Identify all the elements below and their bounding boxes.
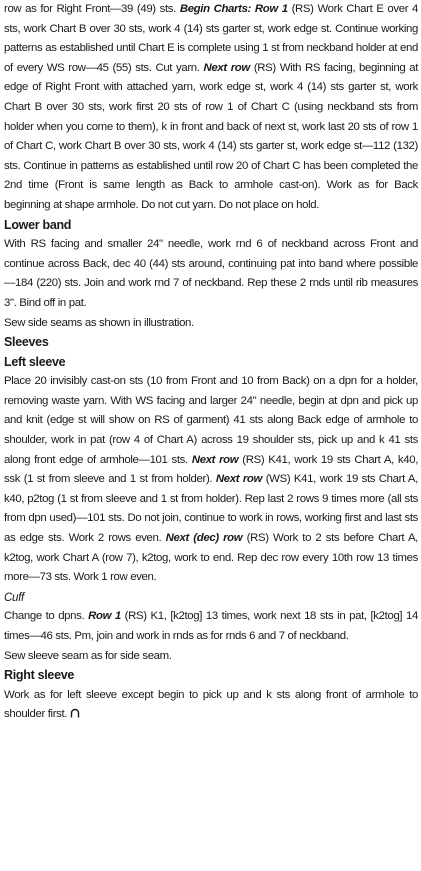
instruction-text: With RS facing and smaller 24" needle, work rnd 6 of neckband across Front and continue across Back, dec 40 (44) sts around, continuing pat into band where possible—184 (220) sts. Join and work rnd 7 of neckband. Rep these 2 rnds until rib measures 3". Bind off in pat.	[4, 238, 418, 309]
left-sleeve-heading: Left sleeve	[4, 354, 66, 369]
instruction-label: Next (dec) row	[165, 532, 243, 545]
instruction-text: Change to dpns.	[4, 610, 89, 623]
pattern-page	[4, 0, 418, 725]
instruction-text: Work as for left sleeve except begin to pick up and k sts along front of armhole to shoulder first.	[4, 688, 418, 721]
instruction-label: Row 1	[88, 610, 121, 623]
instruction-label: Next row	[191, 453, 239, 466]
side-seams-paragraph	[4, 314, 418, 334]
instruction-text: (RS) K1, [k2tog] 13 times, work next 18 sts in pat, [k2tog] 14 times—46 sts. Pm, join and work in rnds as for rnds 6 and 7 of neckband.	[4, 610, 419, 642]
instruction-text: (RS) With RS facing, beginning at edge of Right Front with attached yarn, work edge st, work 4 (14) sts garter st, work Chart B over 30 sts, work first 20 sts of row 1 of Chart C (using neckband sts from holder when you come to them), k in front and back of next st, work last 20 sts of row 1 of Chart C, work Chart B over 30 sts, work 4 (14) sts garter st, work edge st—112 (132) sts. Continue in patterns as established until row 20 of Chart C has been completed the 2nd time (Front is same length as Back to armhole cast-on). Work as for Back beginning at shape armhole. Do not cut yarn. Do not place on hold.	[4, 61, 419, 211]
instruction-text: (RS) Work to 2 sts before Chart A, k2tog, work Chart A (row 7), k2tog, work to end. Rep dec row every 10th row 13 times more—73 sts. Work 1 row even.	[4, 532, 419, 584]
instruction-text: (RS) Work Chart E over 4 sts, work Chart B over 30 sts, work 4 (14) sts garter st, work edge st. Continue working patterns as established until Chart E is complete using 1 st from neckband holder at end of every WS row—45 (55) sts. Cut yarn.	[4, 3, 418, 74]
cuff-paragraph	[4, 607, 418, 646]
instruction-label: Next row	[215, 473, 263, 486]
lower-band-paragraph	[4, 235, 418, 313]
end-of-pattern-arch-icon	[70, 708, 80, 718]
right-sleeve-heading: Right sleeve	[4, 668, 75, 683]
instruction-text: (RS) K41, work 19 sts Chart A, k40, ssk (1 st from sleeve and 1 st from holder).	[4, 453, 419, 486]
instruction-text: Sew side seams as shown in illustration.	[4, 316, 194, 329]
left-sleeve-paragraph	[4, 372, 418, 588]
instruction-text: row as for Right Front—39 (49) sts.	[4, 3, 180, 15]
right-sleeve-paragraph	[4, 686, 418, 725]
sleeves-heading: Sleeves	[4, 335, 49, 350]
instruction-text: Place 20 invisibly cast-on sts (10 from Front and 10 from Back) on a dpn for a holder, removing waste yarn. With WS facing and larger 24" needle, begin at dpn and pick up and knit (edge st will show on RS of garment) 41 sts along Back edge of armhole to shoulder, work in pat (row 4 of Chart A) across 19 shoulder sts, pick up and k 41 sts along front edge of armhole—101 sts.	[4, 375, 418, 466]
front-continued-paragraph	[4, 0, 418, 216]
cuff-heading: Cuff	[4, 590, 24, 604]
instruction-text: (WS) K41, work 19 sts Chart A, k40, p2tog (1 st from sleeve and 1 st from holder). Rep last 2 rows 9 times more (all sts from dpn used)—101 sts. Do not join, continue to work in rows, working first and last sts as edge sts. Work 2 rows even.	[4, 473, 418, 545]
instruction-label: Begin Charts: Row 1	[179, 3, 288, 15]
lower-band-heading: Lower band	[4, 217, 72, 232]
instruction-text: Sew sleeve seam as for side seam.	[4, 649, 172, 662]
instruction-label: Next row	[203, 61, 250, 74]
sleeve-seam-paragraph	[4, 647, 418, 667]
